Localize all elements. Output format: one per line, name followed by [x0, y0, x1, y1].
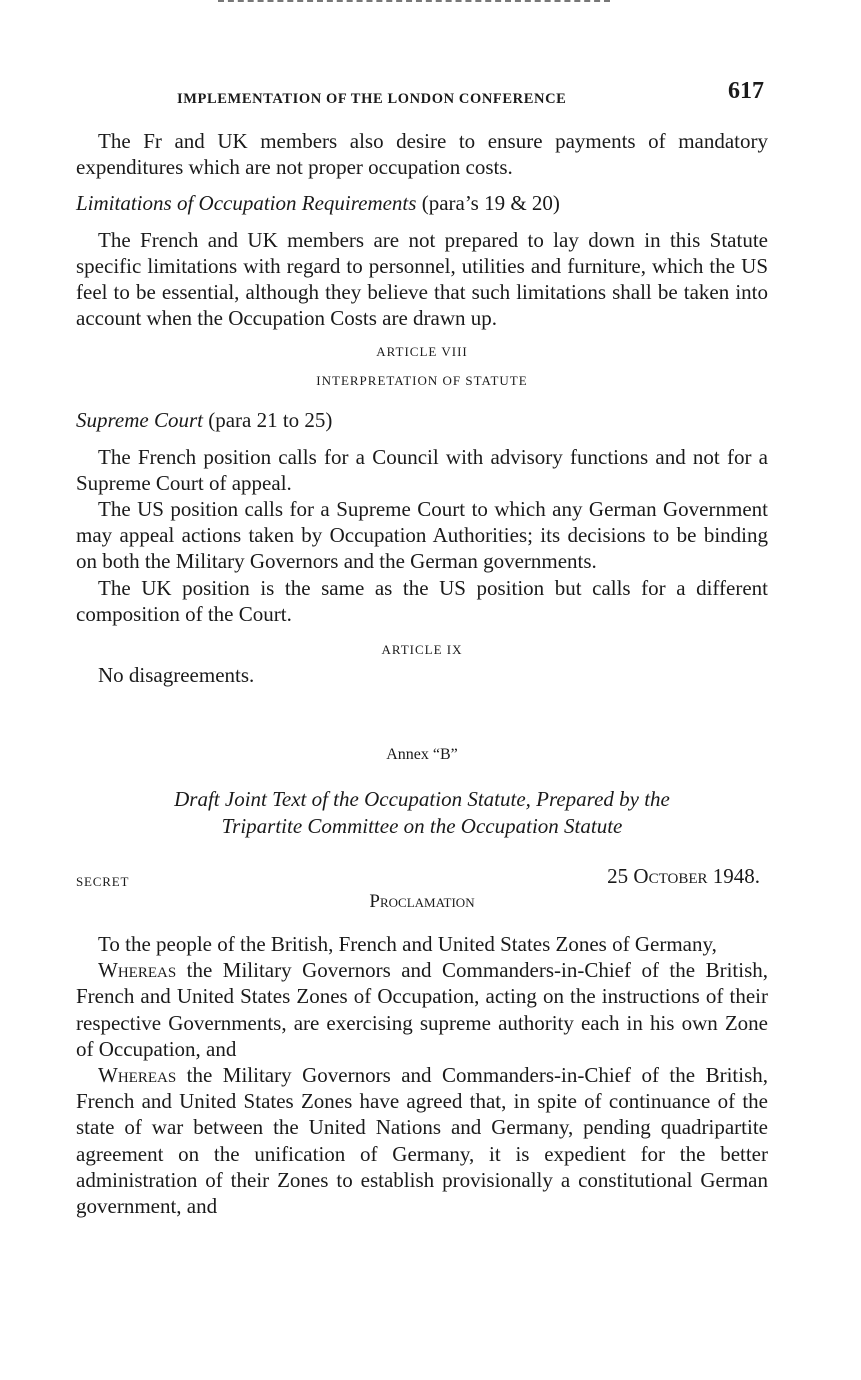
running-head-title: IMPLEMENTATION OF THE LONDON CONFERENCE — [177, 91, 567, 107]
paragraph-uk-position: The UK position is the same as the US position but calls for a different composition of the Court. — [76, 575, 768, 626]
paragraph-whereas-1 — [76, 957, 768, 1062]
page-number: 617 — [728, 78, 764, 104]
paragraph-limitations: The French and UK members are not prepared to lay down in this Statute specific limitations with regard to personnel, utilities and furniture, which the US feel to be essential, although they believe that such limitations shall be taken into account when the Occupation Costs are drawn up. — [76, 227, 768, 331]
whereas-1-text: the Military Governors and Commanders-in-Chief of the British, French and United States Zones of Occupation, acting on the instructions of their respective Governments, are exercising supreme authority each in his own Zone of Occupation, and — [76, 958, 768, 1061]
classification-label: SECRET — [76, 873, 130, 889]
top-rule — [218, 0, 610, 2]
article-ix-heading: ARTICLE IX — [381, 642, 463, 658]
section-heading-limitations — [76, 190, 768, 216]
annex-title — [76, 786, 768, 838]
dateline — [76, 863, 768, 889]
whereas-2-text: the Military Governors and Commanders-in-Chief of the British, French and United States Zones have agreed that, in spite of continuance of the state of war between the United Nations and Germany, pending quadripartite agreement on the unification of Germany, it is expedient for the better administration of their Zones to establish provisionally a constitutional German government, and — [76, 1063, 768, 1219]
annex-title-line-1: Draft Joint Text of the Occupation Statute, Prepared by the — [174, 787, 670, 812]
limitations-para-ref: (para’s 19 & 20) — [416, 191, 560, 216]
supreme-court-para-ref: (para 21 to 25) — [202, 408, 333, 433]
annex-label: Annex “B” — [386, 746, 458, 764]
paragraph-no-disagreements: No disagreements. — [98, 663, 255, 688]
annex-title-line-2: Tripartite Committee on the Occupation Statute — [221, 813, 623, 838]
article-viii-heading: ARTICLE VIII — [376, 344, 468, 360]
document-page — [76, 78, 768, 1219]
limitations-heading-text: Limitations of Occupation Requirements — [76, 191, 417, 216]
paragraph-fr-uk-payments: The Fr and UK members also desire to ensure payments of mandatory expenditures which are not proper occupation costs. — [76, 129, 768, 180]
supreme-court-heading-text: Supreme Court — [76, 408, 203, 433]
running-head — [76, 78, 768, 110]
article-viii-subheading: INTERPRETATION OF STATUTE — [316, 373, 528, 389]
document-date: 25 October 1948. — [607, 863, 760, 888]
whereas-keyword: Whereas — [98, 958, 177, 983]
whereas-keyword: Whereas — [98, 1063, 177, 1088]
paragraph-to-the-people: To the people of the British, French and United States Zones of Germany, — [98, 932, 717, 957]
section-heading-supreme-court — [76, 407, 768, 433]
paragraph-us-position: The US position calls for a Supreme Court to which any German Government may appeal actions taken by Occupation Authorities; its decisions to be binding on both the Military Governors and the German governments. — [76, 497, 768, 574]
paragraph-french-position: The French position calls for a Council with advisory functions and not for a Supreme Court of appeal. — [76, 444, 768, 495]
paragraph-whereas-2 — [76, 1062, 768, 1219]
proclamation-heading: Proclamation — [369, 890, 475, 912]
